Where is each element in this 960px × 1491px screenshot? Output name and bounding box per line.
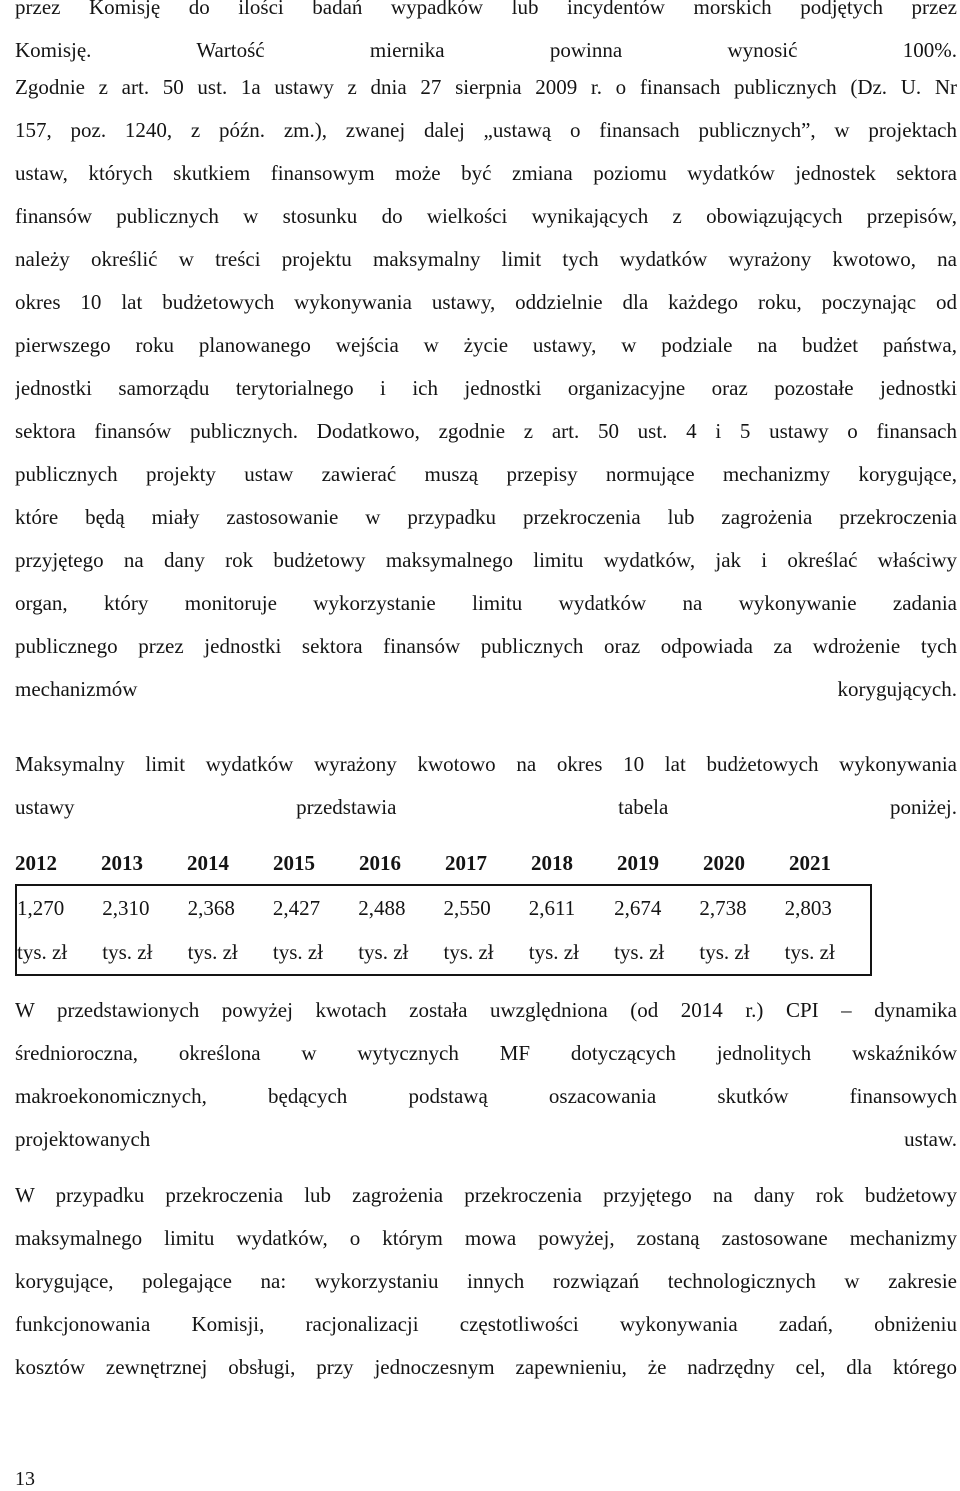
- text-line: 157, poz. 1240, z późn. zm.), zwanej dalej „ustawą o finansach publicznych”, w projektach: [15, 118, 957, 142]
- limit-value: 2,550: [443, 896, 491, 920]
- limit-value: 2,310: [102, 896, 150, 920]
- text-line: pierwszego roku planowanego wejścia w życie ustawy, w podziale na budżet państwa,: [15, 333, 957, 357]
- text-line: funkcjonowania Komisji, racjonalizacji częstotliwości wykonywania zadań, obniżeniu: [15, 1312, 957, 1336]
- limit-unit: tys. zł: [358, 940, 409, 964]
- table-cell: [358, 886, 443, 974]
- paragraph-cpi-note: [15, 989, 957, 1161]
- text-line: mechanizmów korygujących.: [15, 677, 957, 701]
- text-line: ustawy przedstawia tabela poniżej.: [15, 795, 957, 819]
- year-header: 2018: [531, 851, 573, 875]
- year-header: 2017: [445, 851, 487, 875]
- table-cell: [699, 886, 784, 974]
- limit-unit: tys. zł: [187, 940, 238, 964]
- limit-unit: tys. zł: [443, 940, 494, 964]
- year-header: 2021: [789, 851, 831, 875]
- text-line: projektowanych ustaw.: [15, 1127, 957, 1151]
- limit-value: 2,674: [614, 896, 662, 920]
- table-cell: [273, 886, 358, 974]
- table-cell: [188, 886, 273, 974]
- text-line: publicznych projekty ustaw zawierać muszą przepisy normujące mechanizmy korygujące,: [15, 462, 957, 486]
- table-cell: [17, 886, 102, 974]
- text-line: organ, który monitoruje wykorzystanie limitu wydatków na wykonywanie zadania: [15, 591, 957, 615]
- limit-value: 2,368: [187, 896, 235, 920]
- limit-value: 1,270: [17, 896, 65, 920]
- table-cell: [614, 886, 699, 974]
- paragraph-corrective-mechanisms: [15, 1174, 957, 1389]
- text-line: kosztów zewnętrznej obsługi, przy jednoczesnym zapewnieniu, że nadrzędny cel, dla którego: [15, 1355, 957, 1379]
- table-cell: [443, 886, 528, 974]
- text-line: maksymalnego limitu wydatków, o którym mowa powyżej, zostaną zastosowane mechanizmy: [15, 1226, 957, 1250]
- limit-value: 2,488: [358, 896, 406, 920]
- table-years-header: [15, 843, 875, 883]
- text-line: średnioroczna, określona w wytycznych MF dotyczących jednolitych wskaźników: [15, 1041, 957, 1065]
- paragraph-table-intro: [15, 743, 957, 829]
- limit-value: 2,803: [784, 896, 832, 920]
- text-line: sektora finansów publicznych. Dodatkowo, zgodnie z art. 50 ust. 4 i 5 ustawy o finansach: [15, 419, 957, 443]
- limit-unit: tys. zł: [528, 940, 579, 964]
- text-line: Zgodnie z art. 50 ust. 1a ustawy z dnia 27 sierpnia 2009 r. o finansach publicznych (Dz. U. Nr: [15, 75, 957, 99]
- text-line: należy określić w treści projektu maksymalny limit tych wydatków wyrażony kwotowo, na: [15, 247, 957, 271]
- limit-unit: tys. zł: [102, 940, 153, 964]
- text-line: W przedstawionych powyżej kwotach została uwzględniona (od 2014 r.) CPI – dynamika: [15, 998, 957, 1022]
- limit-value: 2,738: [699, 896, 747, 920]
- text-line: przez Komisję do ilości badań wypadków lub incydentów morskich podjętych przez: [15, 0, 957, 19]
- table-cell: [785, 886, 870, 974]
- year-header: 2020: [703, 851, 745, 875]
- text-line: jednostki samorządu terytorialnego i ich jednostki organizacyjne oraz pozostałe jednostki: [15, 376, 957, 400]
- limit-unit: tys. zł: [17, 940, 68, 964]
- text-line: Komisję. Wartość miernika powinna wynosić 100%.: [15, 38, 957, 62]
- limit-unit: tys. zł: [614, 940, 665, 964]
- year-header: 2016: [359, 851, 401, 875]
- limit-unit: tys. zł: [784, 940, 835, 964]
- text-line: korygujące, polegające na: wykorzystaniu innych rozwiązań technologicznych w zakresie: [15, 1269, 957, 1293]
- text-line: przyjętego na dany rok budżetowy maksymalnego limitu wydatków, jak i określać właściwy: [15, 548, 957, 572]
- year-header: 2019: [617, 851, 659, 875]
- paragraph-intro: [15, 0, 957, 72]
- expense-limit-table: [15, 884, 872, 976]
- limit-unit: tys. zł: [699, 940, 750, 964]
- limit-value: 2,427: [272, 896, 321, 920]
- year-header: 2013: [101, 851, 143, 875]
- paragraph-legal-basis: [15, 66, 957, 711]
- text-line: które będą miały zastosowanie w przypadku przekroczenia lub zagrożenia przekroczenia: [15, 505, 957, 529]
- text-line: W przypadku przekroczenia lub zagrożenia przekroczenia przyjętego na dany rok budżetowy: [15, 1183, 957, 1207]
- table-cell: [102, 886, 187, 974]
- text-line: publicznego przez jednostki sektora finansów publicznych oraz odpowiada za wdrożenie tych: [15, 634, 957, 658]
- limit-value: 2,611: [528, 896, 576, 920]
- page-number: 13: [15, 1468, 35, 1490]
- text-line: Maksymalny limit wydatków wyrażony kwotowo na okres 10 lat budżetowych wykonywania: [15, 752, 957, 776]
- text-line: ustaw, których skutkiem finansowym może być zmiana poziomu wydatków jednostek sektora: [15, 161, 957, 185]
- text-line: finansów publicznych w stosunku do wielkości wynikających z obowiązujących przepisów,: [15, 204, 957, 228]
- limit-unit: tys. zł: [272, 940, 324, 964]
- text-line: makroekonomicznych, będących podstawą oszacowania skutków finansowych: [15, 1084, 957, 1108]
- table-cell: [529, 886, 614, 974]
- year-header: 2015: [273, 851, 315, 875]
- text-line: okres 10 lat budżetowych wykonywania ustawy, oddzielnie dla każdego roku, poczynając od: [15, 290, 957, 314]
- year-header: 2012: [15, 851, 57, 875]
- year-header: 2014: [187, 851, 229, 875]
